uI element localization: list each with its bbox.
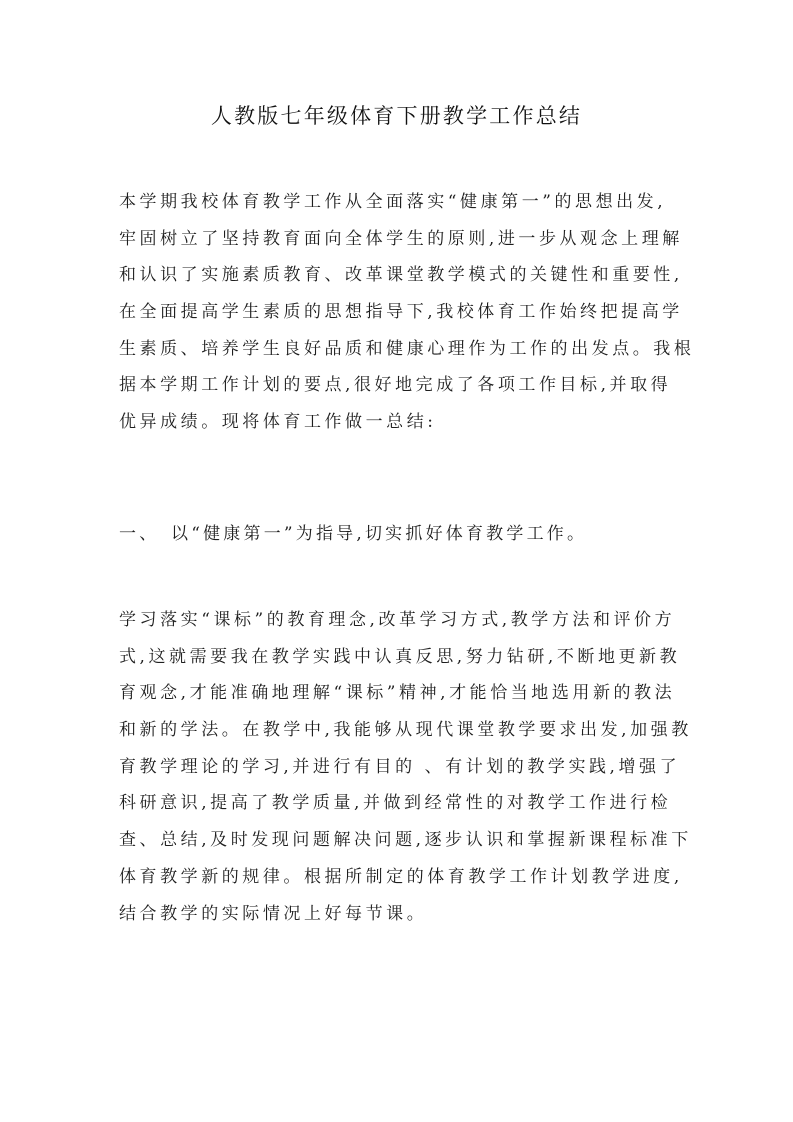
paragraph-line: 查、总结,及时发现问题解决问题,逐步认识和掌握新课程标准下 [119,830,692,851]
paragraph-line: 育教学理论的学习,并进行有目的 、有计划的教学实践,增强了 [119,756,681,777]
section-heading-text: 以“健康第一”为指导,切实抓好体育教学工作。 [171,524,588,544]
paragraph-line: 和新的学法。在教学中,我能够从现代课堂教学要求出发,加强教 [119,720,692,741]
paragraph-line: 本学期我校体育教学工作从全面落实“健康第一”的思想出发, [119,192,667,212]
section-paragraph [119,602,692,932]
intro-paragraph [119,184,695,441]
paragraph-line: 学习落实“课标”的教育理念,改革学习方式,教学方法和评价方 [119,610,676,630]
paragraph-line: 在全面提高学生素质的思想指导下,我校体育工作始终把提高学 [119,302,683,323]
paragraph-line: 据本学期工作计划的要点,很好地完成了各项工作目标,并取得 [119,375,672,396]
paragraph-line: 体育教学新的规律。根据所制定的体育教学工作计划教学进度, [119,866,683,887]
paragraph-line: 牢固树立了坚持教育面向全体学生的原则,进一步从观念上理解 [119,228,683,249]
section-heading [119,516,684,552]
document-title: 人教版七年级体育下册教学工作总结 [210,104,583,128]
paragraph-line: 育观念,才能准确地理解“课标”精神,才能恰当地选用新的教法 [119,683,676,704]
paragraph-line: 优异成绩。现将体育工作做一总结: [119,412,437,433]
paragraph-line: 科研意识,提高了教学质量,并做到经常性的对教学工作进行检 [119,793,672,814]
section-number: 一、 [119,524,160,544]
paragraph-line: 和认识了实施素质教育、改革课堂教学模式的关键性和重要性, [119,265,683,286]
paragraph-line: 结合教学的实际情况上好每节课。 [119,903,428,924]
paragraph-line: 式,这就需要我在教学实践中认真反思,努力钻研,不断地更新教 [119,646,681,667]
paragraph-line: 生素质、培养学生良好品质和健康心理作为工作的出发点。我根 [119,338,695,359]
